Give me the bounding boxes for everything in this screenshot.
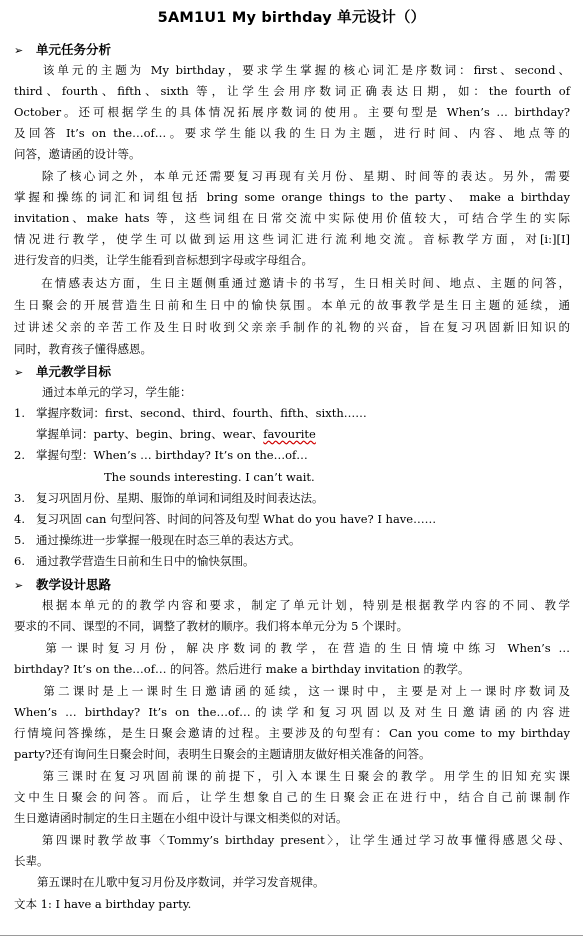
section-heading-text: 单元教学目标 <box>36 364 112 379</box>
section-heading-task-analysis <box>14 40 111 58</box>
section-heading-text: 单元任务分析 <box>36 42 112 57</box>
list-item <box>14 491 570 505</box>
paragraph-line: 生日聚会的开展营造生日前和生日中的愉快氛围。本单元的故事教学是生日主题的延续，通 <box>14 298 570 312</box>
document-title: 5AM1U1 My birthday 单元设计（） <box>157 10 426 26</box>
list-item <box>36 427 583 441</box>
list-item <box>14 554 570 568</box>
list-item <box>14 406 570 420</box>
section-heading-text: 教学设计思路 <box>36 577 112 592</box>
list-text: 掌握序数词：first、second、third、fourth、fifth、sixth…… <box>36 406 367 420</box>
list-text: 复习巩固月份、星期、服饰的单词和词组及时间表达法。 <box>36 491 324 505</box>
paragraph-line: 第二课时是上一课时生日邀请函的延续，这一课时中，主要是对上一课时序数词及 <box>14 684 570 698</box>
list-item <box>14 448 570 462</box>
paragraph-line: 第三课时在复习巩固前课的前提下，引入本课生日聚会的教学。用学生的旧知充实课 <box>14 769 570 783</box>
paragraph-line: October。还可根据学生的具体情况拓展序数词的使用。主要句型是 When’s … birthday? <box>14 105 570 119</box>
paragraph-line: birthday? It’s on the…of… 的问答。然后进行 make a birthday invitation 的教学。 <box>14 662 470 676</box>
list-number: 3. <box>14 491 25 505</box>
section-heading-teaching-goals <box>14 362 111 380</box>
list-item <box>14 512 570 526</box>
paragraph-line: 生日邀请函时制定的生日主题在小组中设计与课文相类似的对话。 <box>14 811 348 825</box>
paragraph-line: 长辈。 <box>14 854 49 868</box>
paragraph-line: 进行发音的归类，让学生能看到音标想到字母或字母组合。 <box>14 253 313 267</box>
paragraph-line: 第一课时复习月份，解决序数词的教学，在营造的生日情境中练习 When’s … <box>14 641 570 655</box>
list-text: 掌握单词：party、begin、bring、wear、 <box>36 427 264 441</box>
paragraph-line: 根据本单元的的教学内容和要求，制定了单元计划，特别是根据教学内容的不同、教学 <box>14 598 570 612</box>
paragraph-line: third、fourth、fifth、sixth 等，让学生会用序数词正确表达日期，如：the fourth of <box>14 84 570 98</box>
paragraph-line: 过讲述父亲的辛苦工作及生日时收到父亲亲手制作的礼物的兴奋，旨在复习巩固新旧知识的 <box>14 320 570 334</box>
text-label-footer: 文本 1: I have a birthday party. <box>14 897 192 911</box>
list-text: 复习巩固 can 句型问答、时间的问答及句型 What do you have? I have…… <box>36 512 437 526</box>
list-item <box>104 470 564 484</box>
paragraph-line: 要求的不同、课型的不同，调整了教材的顺序。我们将本单元分为 5 个课时。 <box>14 619 409 633</box>
list-text: The sounds interesting. I can’t wait. <box>104 470 315 484</box>
list-number: 2. <box>14 448 25 462</box>
paragraph-line: 行情境问答操练，是生日聚会邀请的过程。主要涉及的句型有：Can you come to my birthday <box>14 726 570 740</box>
list-text: 掌握句型：When’s … birthday? It’s on the…of… <box>36 448 308 462</box>
paragraph-line: 文中生日聚会的问答。而后，让学生想象自己的生日聚会正在进行中，结合自己前课制作 <box>14 790 570 804</box>
list-number: 1. <box>14 406 25 420</box>
goals-intro: 通过本单元的学习，学生能： <box>42 385 192 399</box>
list-text: 通过教学营造生日前和生日中的愉快氛围。 <box>36 554 255 568</box>
list-item <box>14 533 570 547</box>
section-heading-design-ideas <box>14 575 111 593</box>
arrow-bullet-icon: ➢ <box>14 579 24 592</box>
paragraph-line: 除了核心词之外，本单元还需要复习再现有关月份、星期、时间等的表达。另外，需要 <box>14 169 570 183</box>
paragraph-line: party?还有询问生日聚会时间，表明生日聚会的主题请朋友做好相关准备的问答。 <box>14 747 431 761</box>
list-number: 5. <box>14 533 25 547</box>
page-bottom-divider <box>0 935 583 936</box>
paragraph-line: 该单元的主题为 My birthday，要求学生掌握的核心词汇是序数词：first、second、 <box>14 63 570 77</box>
paragraph-line: 在情感表达方面，生日主题侧重通过邀请卡的书写，生日相关时间、地点、主题的问答， <box>14 276 570 290</box>
paragraph-line: 第四课时教学故事〈Tommy’s birthday present〉，让学生通过学习故事懂得感恩父母、 <box>14 833 570 847</box>
arrow-bullet-icon: ➢ <box>14 366 24 379</box>
list-number: 6. <box>14 554 25 568</box>
spellcheck-word: favourite <box>263 427 316 441</box>
list-number: 4. <box>14 512 25 526</box>
paragraph-line: 同时，教育孩子懂得感恩。 <box>14 342 152 356</box>
paragraph-line: 掌握和操练的词汇和词组包括 bring some orange things to the party、 make a birthday <box>14 190 570 204</box>
arrow-bullet-icon: ➢ <box>14 44 24 57</box>
paragraph-line: 第五课时在儿歌中复习月份及序数词，并学习发音规律。 <box>14 875 325 889</box>
paragraph-line: When’s … birthday? It’s on the…of…的读学和复习巩固以及对生日邀请函的内容进 <box>14 705 570 719</box>
paragraph-line: 情况进行教学，使学生可以做到运用这些词汇进行流利地交流。音标教学方面，对[iː][I] <box>14 232 570 246</box>
paragraph-line: 及回答 It’s on the…of…。要求学生能以我的生日为主题，进行时间、内容、地点等的 <box>14 126 570 140</box>
paragraph-line: invitation、make hats 等，这些词组在日常交流中实际使用价值较大，可结合学生的实际 <box>14 211 570 225</box>
paragraph-line: 问答，邀请函的设计等。 <box>14 147 141 161</box>
list-text: 通过操练进一步掌握一般现在时态三单的表达方式。 <box>36 533 301 547</box>
